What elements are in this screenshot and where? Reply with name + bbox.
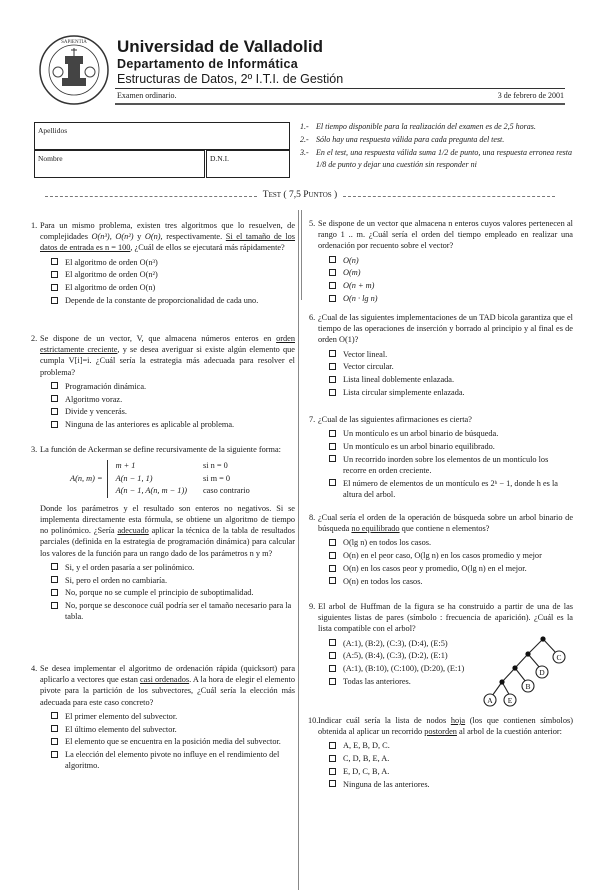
checkbox[interactable] — [51, 271, 58, 278]
q6-option-d[interactable]: Lista circular simplemente enlazada. — [329, 387, 573, 398]
checkbox[interactable] — [329, 678, 336, 685]
q5-option-c[interactable]: O(n + m) — [329, 280, 573, 291]
checkbox[interactable] — [51, 284, 58, 291]
q6-option-b[interactable]: Vector circular. — [329, 361, 573, 372]
q10-option-c[interactable]: E, D, C, B, A. — [329, 766, 573, 777]
checkbox[interactable] — [329, 455, 336, 462]
q7-option-a[interactable]: Un montículo es un arbol binario de búsqueda. — [329, 428, 573, 439]
q1-option-a[interactable]: El algoritmo de orden O(n³) — [51, 257, 295, 268]
checkbox[interactable] — [329, 565, 336, 572]
checkbox[interactable] — [51, 563, 58, 570]
name-label: Nombre — [38, 154, 63, 163]
q10-option-d[interactable]: Ninguna de las anteriores. — [329, 779, 573, 790]
checkbox[interactable] — [329, 256, 336, 263]
checkbox[interactable] — [329, 376, 336, 383]
tree-leaf-d: D — [539, 668, 545, 677]
question-3: 3. La función de Ackerman se define recursivamente de la siguiente forma: A(n, m) = m + 1 si n = 0 A(n − 1, 1) si m = 0 A(n − 1, A(n, m − 1)) caso contrario Donde los parámetros y el resultado son enteros no negativos. Si se implementa directamente esta fórmula, se obtiene un algoritmo de tiempo no polinómico. ¿Sería adecuado aplicar la técnica de la tabla de resultados parciales (definida en la estrategia de programación dinámica) para calcular los valores de la función para un rango dado de los parámetros n y m? Si, y el orden pasaría a ser polinómico. Si, pero el orden no cambiaría. No, porque no se cumple el principio de suboptimalidad. No, porque se desconoce cuál podría ser el tamaño necesario para la tabla. — [31, 445, 295, 622]
department-name: Departamento de Informática — [117, 57, 299, 71]
exam-date: 3 de febrero de 2001 — [497, 91, 564, 100]
checkbox[interactable] — [329, 577, 336, 584]
checkbox[interactable] — [329, 652, 336, 659]
dashed-rule — [45, 196, 257, 197]
q1-option-c[interactable]: El algoritmo de orden O(n) — [51, 282, 295, 293]
checkbox[interactable] — [51, 712, 58, 719]
tree-leaf-e: E — [507, 696, 513, 705]
question-5: 5. Se dispone de un vector que almacena n enteros cuyos valores pertenecen al rango 1 .. m. ¿Cuál sería el orden del tiempo empleado en realizar una ordenación por recuento sobre el vector? O(n) O(m) O(n + m) O(n · lg n) — [309, 219, 573, 303]
checkbox[interactable] — [51, 395, 58, 402]
q4-option-d[interactable]: La elección del elemento pivote no influye en el rendimiento del algoritmo. — [51, 749, 295, 771]
q6-option-c[interactable]: Lista lineal doblemente enlazada. — [329, 374, 573, 385]
surname-label: Apellidos — [38, 126, 68, 135]
q6-option-a[interactable]: Vector lineal. — [329, 349, 573, 360]
q9-option-a[interactable]: (A:1), (B:2), (C:3), (D:4), (E:5) — [329, 638, 479, 649]
checkbox[interactable] — [51, 751, 58, 758]
instruction-3: 3.- En el test, una respuesta válida suma 1/2 de punto, una respuesta erronea resta 1/8 de punto y dejar una cuestión sin responder ni — [300, 148, 572, 169]
checkbox[interactable] — [51, 382, 58, 389]
checkbox[interactable] — [329, 780, 336, 787]
question-4: 4. Se desea implementar el algoritmo de ordenación rápida (quicksort) para aplicarlo a vectores que estan casi ordenados. A la hora de elegir el elemento pivote para la partición de los subvectores, ¿Cuál sería la elección más adecuada para este caso concreto? El primer elemento del subvector. El último elemento del subvector. El elemento que se encuentra en la posición media del subvector. La elección del elemento pivote no influye en el rendimiento del algoritmo. — [31, 664, 295, 771]
section-title-test — [45, 189, 555, 203]
checkbox[interactable] — [51, 297, 58, 304]
checkbox[interactable] — [329, 479, 336, 486]
q8-option-c[interactable]: O(n) en los casos peor y promedio, O(lg n) en el mejor. — [329, 563, 573, 574]
checkbox[interactable] — [329, 430, 336, 437]
checkbox[interactable] — [51, 258, 58, 265]
checkbox[interactable] — [329, 768, 336, 775]
q8-option-b[interactable]: O(n) en el peor caso, O(lg n) en los casos promedio y mejor — [329, 550, 573, 561]
checkbox[interactable] — [329, 742, 336, 749]
q5-option-d[interactable]: O(n · lg n) — [329, 293, 573, 304]
university-seal-icon — [38, 34, 110, 106]
name-field[interactable] — [34, 150, 205, 178]
dashed-rule — [343, 196, 555, 197]
question-8: 8. ¿Cual sería el orden de la operación de búsqueda sobre un arbol binario de búsqueda no equilibrado que contiene n elementos? O(lg n) en todos los casos. O(n) en el peor caso, O(lg n) en los casos promedio y mejor O(n) en los casos peor y promedio, O(lg n) en el mejor. O(n) en todos los casos. — [309, 513, 573, 586]
q3-option-a[interactable]: Si, y el orden pasaría a ser polinómico. — [51, 562, 295, 573]
id-label: D.N.I. — [210, 154, 229, 163]
checkbox[interactable] — [329, 269, 336, 276]
q2-option-c[interactable]: Divide y vencerás. — [51, 406, 295, 417]
q7-option-b[interactable]: Un montículo es un arbol binario equilibrado. — [329, 441, 573, 452]
q1-option-d[interactable]: Depende de la constante de proporcionalidad de cada uno. — [51, 295, 295, 306]
checkbox[interactable] — [329, 443, 336, 450]
instruction-2: 2.- Sólo hay una respuesta válida para cada pregunta del test. — [300, 135, 505, 144]
huffman-tree-diagram — [470, 634, 580, 714]
tree-leaf-c: C — [556, 653, 562, 662]
university-name: Universidad de Valladolid — [117, 37, 323, 56]
checkbox[interactable] — [329, 665, 336, 672]
id-field[interactable] — [206, 150, 290, 178]
instruction-1: 1.- El tiempo disponible para la realización del examen es de 2,5 horas. — [300, 122, 536, 131]
q9-option-d[interactable]: Todas las anteriores. — [329, 676, 479, 687]
question-2: 2. Se dispone de un vector, V, que almacena números enteros en orden estrictamente creciente, y se desea averiguar si existe algún elemento que cumpla V[i]=i. ¿Cuál sería la estrategia más adecuada para resolver el problema? Programación dinámica. Algoritmo voraz. Divide y vencerás. Ninguna de las anteriores es aplicable al problema. — [31, 334, 295, 430]
checkbox[interactable] — [51, 421, 58, 428]
checkbox[interactable] — [329, 552, 336, 559]
checkbox[interactable] — [51, 738, 58, 745]
column-divider-left — [298, 210, 299, 890]
tree-leaf-a: A — [487, 696, 493, 705]
checkbox[interactable] — [51, 408, 58, 415]
q5-option-a[interactable]: O(n) — [329, 255, 573, 266]
q8-option-a[interactable]: O(lg n) en todos los casos. — [329, 537, 573, 548]
checkbox[interactable] — [329, 539, 336, 546]
checkbox[interactable] — [329, 282, 336, 289]
question-9: 9. El arbol de Huffman de la figura se ha construido a partir de una de las siguientes listas de pares (símbolo : frecuencia de aparición). ¿Cuál es la lista compatible con el arbol? (A:1), (B:2), (C:3), (D:4), (E:5) (A:5), (B:4), (C:3), (D:2), (E:1) (A:1), (B:10), (C:100), (D:20), (E:1) Todas las anteriores. — [309, 602, 573, 686]
q9-option-b[interactable]: (A:5), (B:4), (C:3), (D:2), (E:1) — [329, 650, 479, 661]
checkbox[interactable] — [51, 725, 58, 732]
header-divider — [115, 88, 565, 89]
course-name: Estructuras de Datos, 2º I.T.I. de Gestión — [117, 72, 344, 86]
exam-type: Examen ordinario. — [117, 91, 177, 100]
q4-option-c[interactable]: El elemento que se encuentra en la posición media del subvector. — [51, 736, 295, 747]
tree-leaf-b: B — [525, 682, 531, 691]
q7-option-d[interactable]: El número de elementos de un montículo es 2ʰ − 1, donde h es la altura del arbol. — [329, 478, 573, 500]
q10-option-a[interactable]: A, E, B, D, C. — [329, 740, 573, 751]
q5-option-b[interactable]: O(m) — [329, 267, 573, 278]
q2-option-b[interactable]: Algoritmo voraz. — [51, 394, 295, 405]
question-6: 6. ¿Cual de las siguientes implementaciones de un TAD bicola garantiza que el tiempo de las operaciones de inserción y borrado al principio y al final es de orden O(1)? Vector lineal. Vector circular. Lista lineal doblemente enlazada. Lista circular simplemente enlazada. — [309, 313, 573, 397]
checkbox[interactable] — [329, 295, 336, 302]
q4-option-a[interactable]: El primer elemento del subvector. — [51, 711, 295, 722]
q10-option-b[interactable]: C, D, B, E, A. — [329, 753, 573, 764]
q2-option-a[interactable]: Programación dinámica. — [51, 381, 295, 392]
q4-option-b[interactable]: El último elemento del subvector. — [51, 724, 295, 735]
question-1: 1. Para un mismo problema, existen tres algoritmos que lo resuelven, de complejidades O(n³), O(n²) y O(n), respectivamente. Si el tamaño de los datos de entrada es n = 100, ¿Cuál de ellos se ejecutará más rápidamente? El algoritmo de orden O(n³) El algoritmo de orden O(n²) El algoritmo de orden O(n) Depende de la constante de proporcionalidad de cada uno. — [31, 221, 296, 305]
q8-option-d[interactable]: O(n) en todos los casos. — [329, 576, 573, 587]
checkbox[interactable] — [329, 350, 336, 357]
header-divider-thick — [115, 103, 565, 105]
q9-option-c[interactable]: (A:1), (B:10), (C:100), (D:20), (E:1) — [329, 663, 479, 674]
checkbox[interactable] — [51, 589, 58, 596]
q2-option-d[interactable]: Ninguna de las anteriores es aplicable al problema. — [51, 419, 295, 430]
q1-option-b[interactable]: El algoritmo de orden O(n²) — [51, 269, 295, 280]
checkbox[interactable] — [51, 602, 58, 609]
checkbox[interactable] — [329, 755, 336, 762]
checkbox[interactable] — [329, 389, 336, 396]
q3-option-c[interactable]: No, porque no se cumple el principio de suboptimalidad. — [51, 587, 295, 598]
q3-option-d[interactable]: No, porque se desconoce cuál podría ser el tamaño necesario para la tabla. — [51, 600, 295, 622]
checkbox[interactable] — [329, 639, 336, 646]
question-7: 7. ¿Cual de las siguientes afirmaciones es cierta? Un montículo es un arbol binario de búsqueda. Un montículo es un arbol binario equilibrado. Un recorrido inorden sobre los elementos de un montículo los recorre en orden creciente. El número de elementos de un montículo es 2ʰ − 1, donde h es la altura del arbol. — [318, 414, 573, 502]
column-divider-right — [301, 210, 302, 300]
checkbox[interactable] — [329, 363, 336, 370]
checkbox[interactable] — [51, 576, 58, 583]
q7-option-c[interactable]: Un recorrido inorden sobre los elementos de un montículo los recorre en orden creciente. — [329, 454, 573, 476]
question-10: 10. Indicar cuál sería la lista de nodos hoja (los que contienen símbolos) obtenida al aplicar un recorrido postorden al arbol de la cuestión anterior: A, E, B, D, C. C, D, B, E, A. E, D, C, B, A. Ninguna de las anteriores. — [308, 716, 574, 789]
surname-field[interactable] — [34, 122, 290, 150]
svg-text:SAPIENTIA: SAPIENTIA — [61, 40, 87, 45]
ackermann-formula: A(n, m) = m + 1 si n = 0 A(n − 1, 1) si m = 0 A(n − 1, A(n, m − 1)) caso contrario — [70, 460, 295, 498]
section-title: Test ( 7,5 Puntos ) — [262, 190, 338, 201]
q3-option-b[interactable]: Si, pero el orden no cambiaría. — [51, 575, 295, 586]
